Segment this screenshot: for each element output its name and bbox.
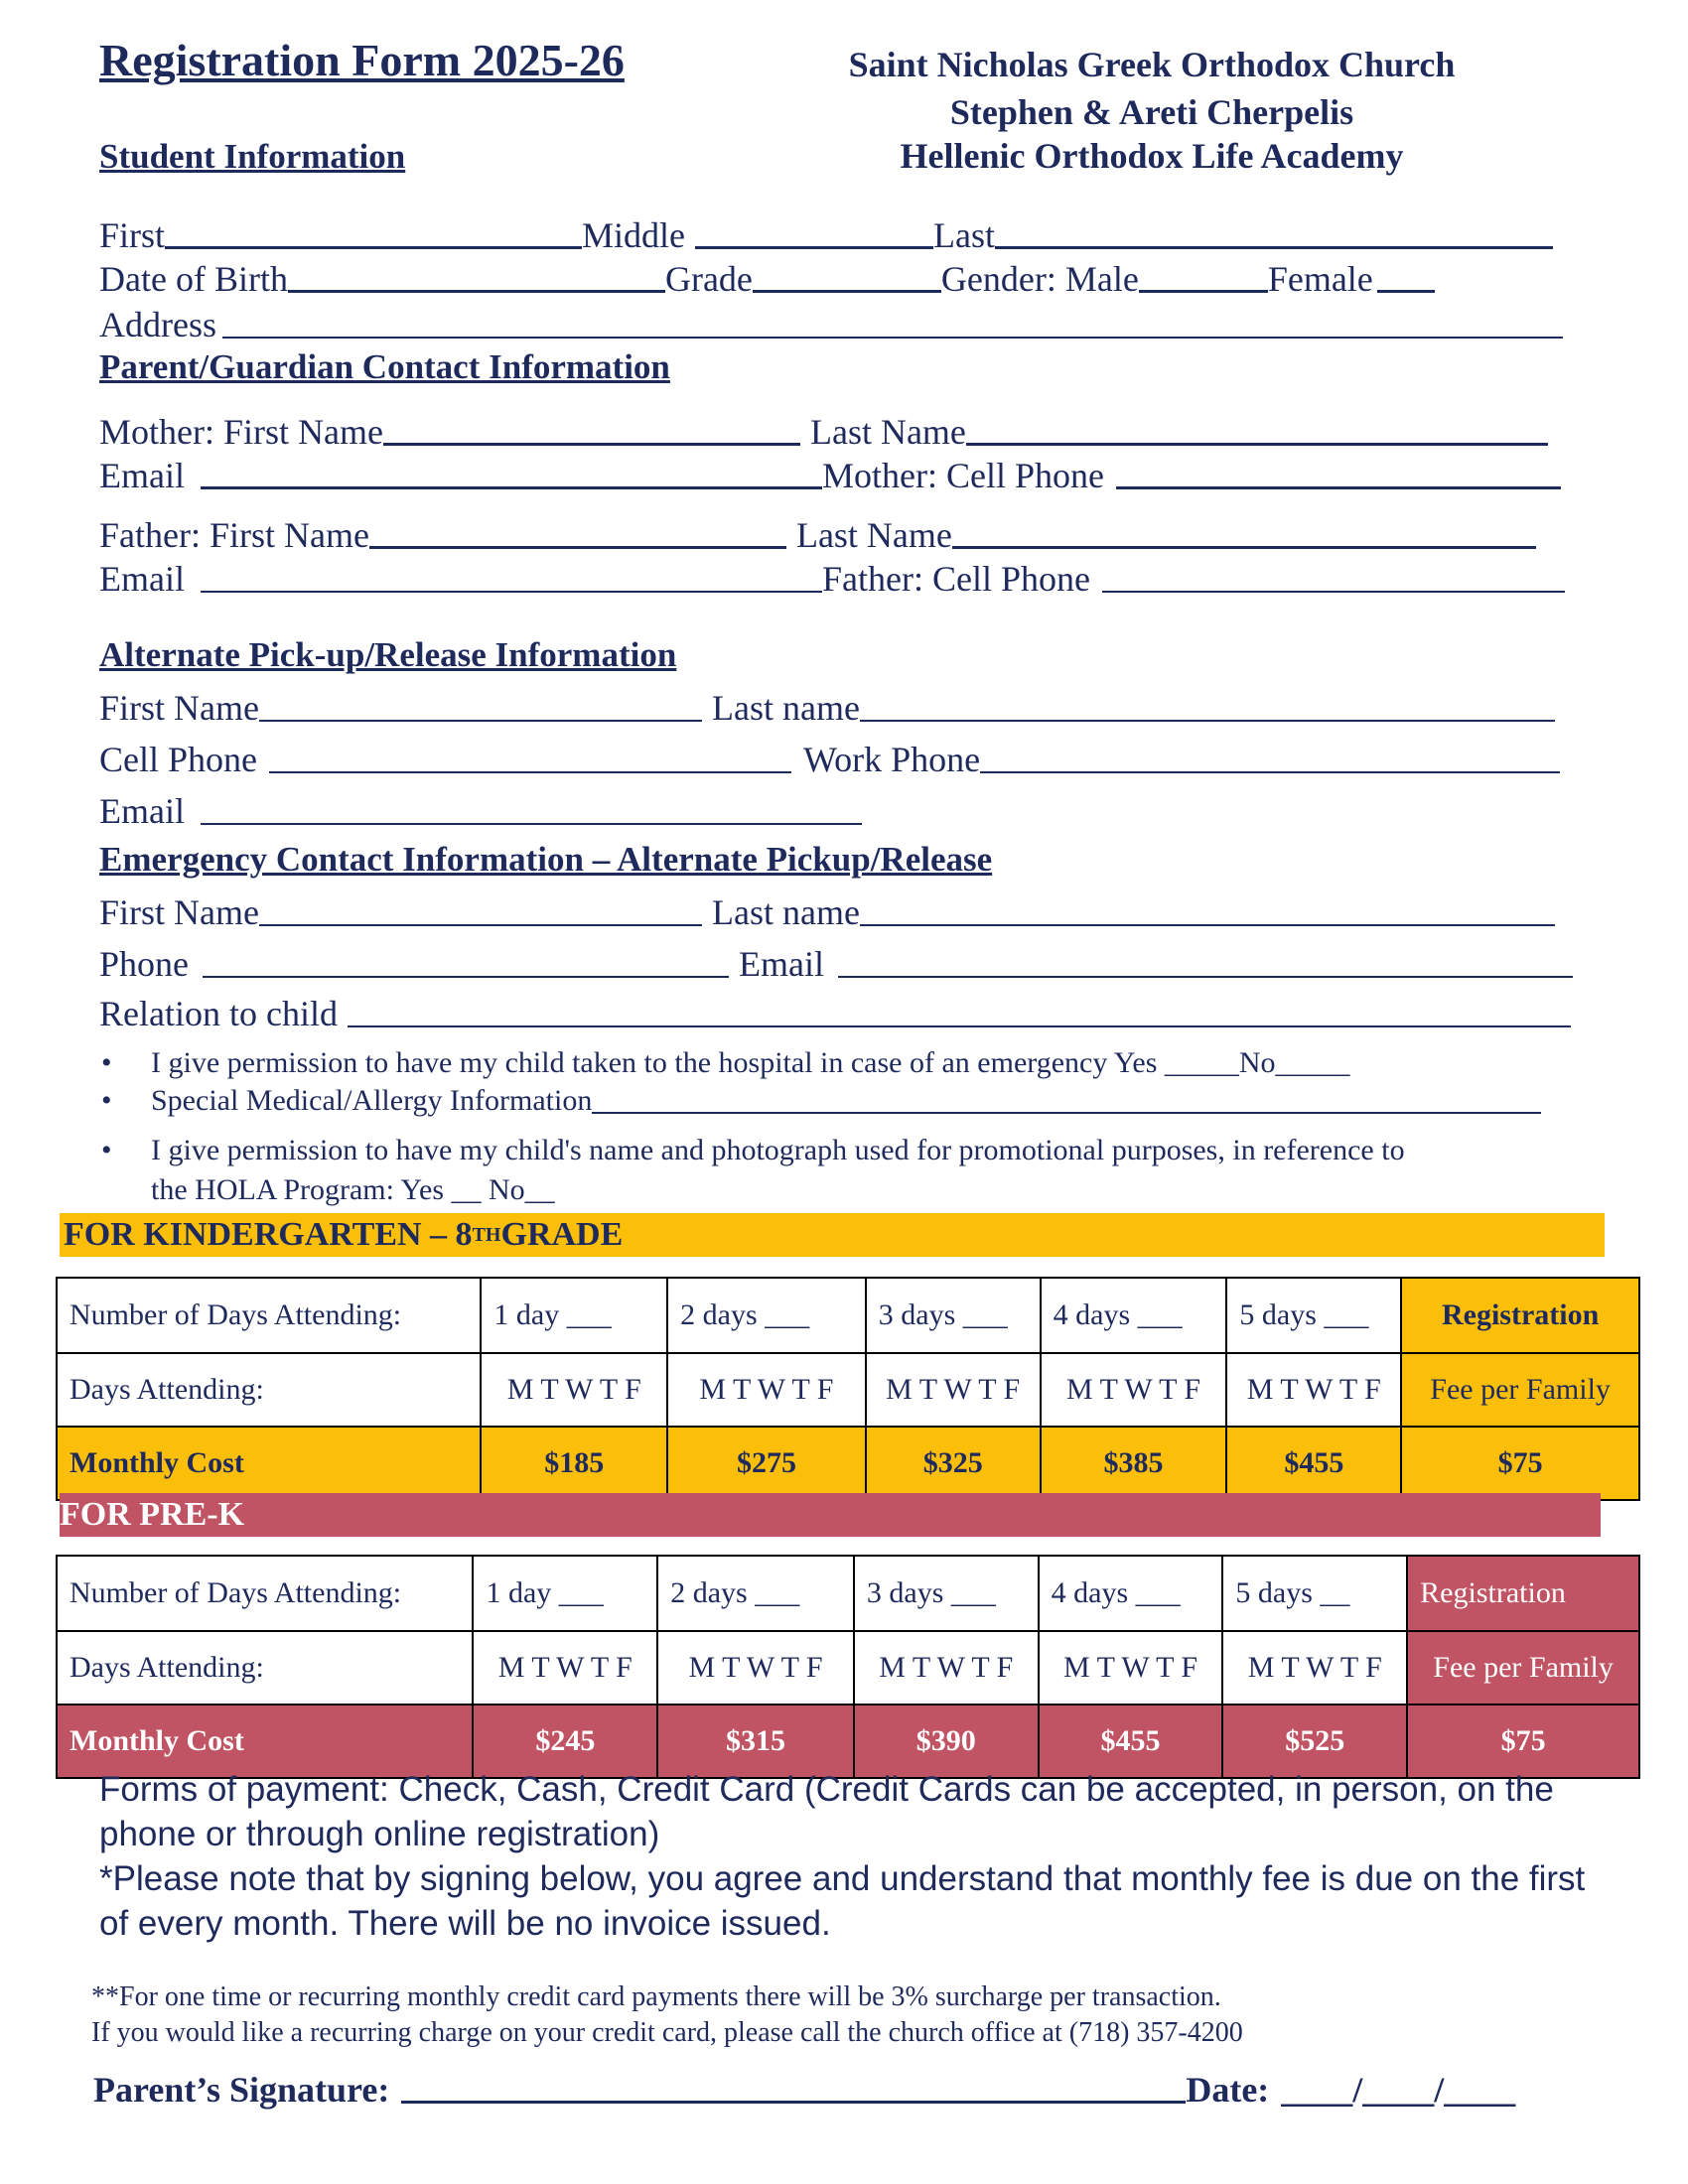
p-cost-1: $245 [473, 1705, 657, 1778]
payment-note: *Please note that by signing below, you agree and understand that monthly fee is due on the first of every month. There will be no invoice issued. [99, 1859, 1586, 1943]
father-first-label: Father: First Name [99, 515, 369, 555]
k-fee-per-family-label: Fee per Family [1401, 1353, 1639, 1427]
dob-field[interactable] [288, 290, 665, 293]
p-day-option-4[interactable]: 4 days ___ [1039, 1556, 1223, 1631]
student-info-heading: Student Information [99, 137, 406, 176]
bullet-icon: • [101, 1134, 112, 1166]
p-registration-fee: $75 [1407, 1705, 1639, 1778]
father-email-field[interactable] [201, 591, 822, 593]
medical-label: Special Medical/Allergy Information [151, 1084, 593, 1117]
alt-work-label: Work Phone [803, 740, 981, 779]
medical-field[interactable] [592, 1112, 1541, 1114]
mother-last-field[interactable] [966, 443, 1548, 446]
emg-phone-field[interactable] [203, 976, 729, 978]
k-cost-5: $455 [1226, 1427, 1401, 1500]
p-registration-label: Registration [1407, 1556, 1639, 1631]
first-name-field[interactable] [165, 246, 582, 249]
emg-email-label: Email [739, 944, 824, 984]
male-field[interactable] [1139, 290, 1268, 293]
emergency-name-row [99, 889, 1589, 933]
church-name: Saint Nicholas Greek Orthodox Church [848, 45, 1456, 84]
photo-permission: • I give permission to have my child's name and photograph used for promotional purposes, in reference to [101, 1134, 1405, 1166]
mother-contact-row [99, 453, 1589, 496]
emg-last-field[interactable] [860, 924, 1555, 926]
last-name-field[interactable] [995, 246, 1553, 249]
kindergarten-band: FOR KINDERGARTEN – 8 TH GRADE [60, 1213, 1605, 1257]
emg-first-label: First Name [99, 892, 259, 932]
k-registration-fee: $75 [1401, 1427, 1639, 1500]
address-label: Address [99, 305, 216, 344]
alternate-name-row [99, 685, 1589, 729]
medical-info [99, 1084, 1589, 1118]
mother-first-label: Mother: First Name [99, 412, 383, 452]
alt-work-field[interactable] [980, 771, 1560, 773]
bullet-icon: • [101, 1084, 112, 1117]
alt-first-field[interactable] [259, 720, 702, 722]
k-weekdays-5[interactable]: M T W T F [1226, 1353, 1401, 1427]
k-weekdays-3[interactable]: M T W T F [866, 1353, 1041, 1427]
form-title: Registration Form 2025-26 [99, 35, 625, 85]
alt-last-field[interactable] [860, 720, 1555, 722]
p-days-label: Number of Days Attending: [57, 1556, 473, 1631]
relation-field[interactable] [348, 1025, 1571, 1027]
father-name-row [99, 512, 1589, 556]
alternate-phone-row [99, 737, 1589, 780]
p-day-option-3[interactable]: 3 days ___ [854, 1556, 1039, 1631]
k-cost-1: $185 [481, 1427, 667, 1500]
emergency-contact-row [99, 941, 1589, 985]
alternate-info-heading: Alternate Pick-up/Release Information [99, 635, 677, 674]
k-days-label: Number of Days Attending: [57, 1278, 481, 1353]
k-day-option-5[interactable]: 5 days ___ [1226, 1278, 1401, 1353]
k-weekdays-1[interactable]: M T W T F [481, 1353, 667, 1427]
mother-last-label: Last Name [809, 412, 966, 452]
signature-label: Parent’s Signature: [93, 2070, 390, 2110]
female-label: Female [1267, 259, 1373, 299]
alt-cell-label: Cell Phone [99, 740, 257, 779]
middle-label: Middle [582, 215, 686, 255]
father-cell-field[interactable] [1102, 591, 1565, 593]
emergency-info-heading: Emergency Contact Information – Alternate Pickup/Release [99, 840, 993, 879]
signature-row [93, 2069, 1583, 2111]
gender-male-label: Gender: Male [940, 259, 1139, 299]
father-contact-row [99, 556, 1589, 600]
p-day-option-2[interactable]: 2 days ___ [657, 1556, 854, 1631]
k-monthly-cost-label: Monthly Cost [57, 1427, 481, 1500]
bullet-icon: • [101, 1046, 112, 1079]
prek-fee-table [56, 1555, 1640, 1779]
student-name-row [99, 212, 1589, 256]
k-registration-label: Registration [1401, 1278, 1639, 1353]
p-weekdays-5[interactable]: M T W T F [1222, 1631, 1407, 1705]
k-day-option-3[interactable]: 3 days ___ [866, 1278, 1041, 1353]
father-last-label: Last Name [795, 515, 952, 555]
p-weekdays-4[interactable]: M T W T F [1039, 1631, 1223, 1705]
p-day-option-1[interactable]: 1 day ___ [473, 1556, 657, 1631]
grade-label: Grade [664, 259, 753, 299]
academy-name: Hellenic Orthodox Life Academy [900, 136, 1404, 176]
p-weekdays-3[interactable]: M T W T F [854, 1631, 1039, 1705]
k-day-option-4[interactable]: 4 days ___ [1041, 1278, 1227, 1353]
photo-permission-cont: the HOLA Program: Yes __ No__ [151, 1173, 555, 1206]
recurring-note: If you would like a recurring charge on your credit card, please call the church office at (718) 357-4200 [91, 2017, 1243, 2048]
p-cost-3: $390 [854, 1705, 1039, 1778]
k-cost-3: $325 [866, 1427, 1041, 1500]
emg-first-field[interactable] [259, 924, 702, 926]
mother-name-row [99, 409, 1589, 453]
k-weekdays-2[interactable]: M T W T F [667, 1353, 866, 1427]
alt-email-label: Email [99, 791, 185, 831]
k-weekdays-4[interactable]: M T W T F [1041, 1353, 1227, 1427]
p-cost-4: $455 [1039, 1705, 1223, 1778]
alt-last-label: Last name [711, 688, 860, 728]
mother-cell-field[interactable] [1116, 486, 1561, 489]
last-label: Last [933, 215, 996, 255]
mother-email-field[interactable] [201, 486, 822, 489]
mother-first-field[interactable] [383, 443, 800, 446]
k-day-option-1[interactable]: 1 day ___ [481, 1278, 667, 1353]
first-label: First [99, 215, 166, 255]
date-label: Date: [1186, 2070, 1270, 2110]
relation-label: Relation to child [99, 994, 338, 1033]
father-last-field[interactable] [952, 546, 1536, 549]
payment-forms: Forms of payment: Check, Cash, Credit Card (Credit Cards can be accepted, in person, on the phone or through online registration) [99, 1770, 1554, 1853]
p-monthly-cost-label: Monthly Cost [57, 1705, 473, 1778]
mother-cell-label: Mother: Cell Phone [821, 456, 1104, 495]
p-weekdays-1[interactable]: M T W T F [473, 1631, 657, 1705]
p-cost-2: $315 [657, 1705, 854, 1778]
father-email-label: Email [99, 559, 185, 599]
student-details-row [99, 256, 1589, 300]
dob-label: Date of Birth [99, 259, 288, 299]
signature-field[interactable] [401, 2101, 1186, 2104]
prek-band: FOR PRE-K [60, 1493, 1601, 1537]
grade-field[interactable] [753, 290, 941, 293]
emg-phone-label: Phone [99, 944, 189, 984]
emergency-relation-row [99, 991, 1589, 1034]
k-day-option-2[interactable]: 2 days ___ [667, 1278, 866, 1353]
address-row [99, 302, 1589, 345]
alternate-email-row [99, 788, 1589, 832]
parent-info-heading: Parent/Guardian Contact Information [99, 347, 670, 386]
kindergarten-fee-table [56, 1277, 1640, 1501]
mother-email-label: Email [99, 456, 185, 495]
church-benefactors: Stephen & Areti Cherpelis [949, 92, 1354, 132]
p-weekdays-2[interactable]: M T W T F [657, 1631, 854, 1705]
p-cost-5: $525 [1222, 1705, 1407, 1778]
middle-name-field[interactable] [695, 246, 933, 249]
p-fee-per-family-label: Fee per Family [1407, 1631, 1639, 1705]
k-cost-4: $385 [1041, 1427, 1227, 1500]
alt-cell-field[interactable] [269, 771, 791, 773]
address-field[interactable] [222, 337, 1563, 339]
date-field[interactable]: ____/____/____ [1281, 2070, 1516, 2110]
p-weekdays-label: Days Attending: [57, 1631, 473, 1705]
hospital-permission: • I give permission to have my child taken to the hospital in case of an emergency Yes _____No_____ [101, 1046, 1350, 1079]
female-field[interactable] [1377, 290, 1435, 293]
k-cost-2: $275 [667, 1427, 866, 1500]
p-day-option-5[interactable]: 5 days __ [1222, 1556, 1407, 1631]
emg-last-label: Last name [711, 892, 860, 932]
k-weekdays-label: Days Attending: [57, 1353, 481, 1427]
father-first-field[interactable] [369, 546, 786, 549]
alt-email-field[interactable] [201, 823, 862, 825]
father-cell-label: Father: Cell Phone [821, 559, 1090, 599]
emg-email-field[interactable] [838, 976, 1573, 978]
surcharge-note: **For one time or recurring monthly credit card payments there will be 3% surcharge per transaction. [91, 1981, 1221, 2012]
alt-first-label: First Name [99, 688, 259, 728]
